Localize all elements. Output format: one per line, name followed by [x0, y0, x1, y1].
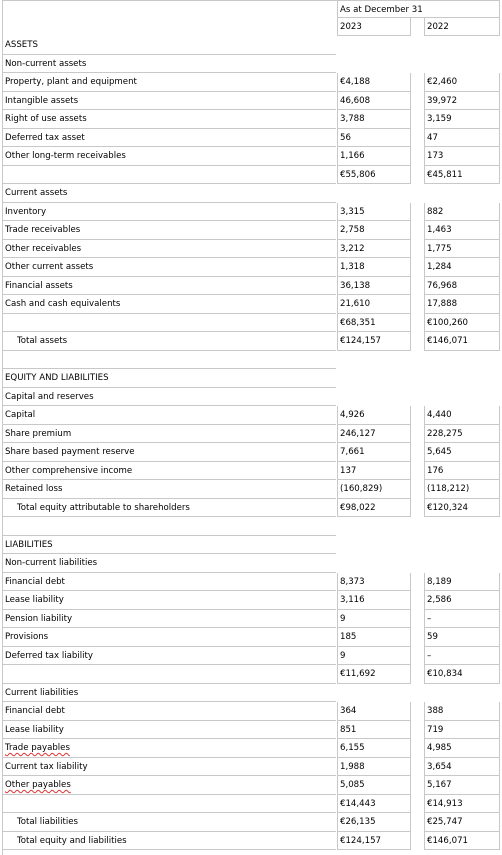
value-2023 — [337, 55, 411, 74]
table-row — [0, 147, 502, 166]
row-label: Trade receivables — [2, 221, 336, 240]
value-2022: €10,834 — [424, 665, 500, 684]
value-2023: 4,926 — [337, 406, 411, 425]
value-2023 — [337, 536, 411, 555]
value-2023: 3,116 — [337, 591, 411, 610]
table-row — [0, 295, 502, 314]
value-2022: 17,888 — [424, 295, 500, 314]
row-label: Financial assets — [2, 277, 336, 296]
table-row — [0, 36, 502, 55]
row-label — [2, 166, 336, 185]
value-2023: 3,788 — [337, 110, 411, 129]
value-2022: – — [424, 647, 500, 666]
value-2023: €11,692 — [337, 665, 411, 684]
table-row — [0, 462, 502, 481]
value-2023: 246,127 — [337, 425, 411, 444]
row-label: Other current assets — [2, 258, 336, 277]
table-row — [0, 369, 502, 388]
table-row — [0, 332, 502, 351]
value-2022: – — [424, 610, 500, 629]
value-2022 — [424, 55, 500, 74]
row-label-text: Trade payables — [5, 743, 70, 753]
value-2023: €68,351 — [337, 314, 411, 333]
value-2022 — [424, 517, 500, 536]
row-label — [2, 795, 336, 814]
row-label: Total equity and liabilities — [2, 832, 336, 851]
value-2023: 21,610 — [337, 295, 411, 314]
row-label: Share premium — [2, 425, 336, 444]
table-row — [0, 314, 502, 333]
value-2023 — [337, 351, 411, 370]
value-2022: 5,645 — [424, 443, 500, 462]
row-label: Deferred tax liability — [2, 647, 336, 666]
table-row — [0, 388, 502, 407]
table-row — [0, 610, 502, 629]
row-label — [2, 665, 336, 684]
header-blank-cell — [2, 18, 337, 36]
row-label-text: Other payables — [5, 780, 71, 790]
table-row — [0, 684, 502, 703]
value-2022: €146,071 — [424, 332, 500, 351]
row-label: Current liabilities — [2, 684, 336, 703]
value-2022 — [424, 36, 500, 55]
value-2023: 185 — [337, 628, 411, 647]
value-2023: €55,806 — [337, 166, 411, 185]
value-2023 — [337, 684, 411, 703]
value-2023 — [337, 36, 411, 55]
row-label: Capital — [2, 406, 336, 425]
table-row — [0, 776, 502, 795]
row-label: Right of use assets — [2, 110, 336, 129]
value-2022: €146,071 — [424, 832, 500, 851]
table-row — [0, 499, 502, 518]
value-2023: 3,315 — [337, 203, 411, 222]
table-row — [0, 258, 502, 277]
table-row — [0, 443, 502, 462]
value-2022: 76,968 — [424, 277, 500, 296]
row-label: Other long-term receivables — [2, 147, 336, 166]
table-row — [0, 92, 502, 111]
row-label — [2, 314, 336, 333]
value-2022: 8,189 — [424, 573, 500, 592]
row-label: Property, plant and equipment — [2, 73, 336, 92]
value-2022: (118,212) — [424, 480, 500, 499]
row-label: Financial debt — [2, 702, 336, 721]
value-2022: 5,167 — [424, 776, 500, 795]
value-2022: 1,284 — [424, 258, 500, 277]
value-2023 — [337, 388, 411, 407]
row-label — [2, 351, 336, 370]
value-2022: 228,275 — [424, 425, 500, 444]
value-2022: 173 — [424, 147, 500, 166]
table-row — [0, 129, 502, 148]
value-2022: 59 — [424, 628, 500, 647]
header-period-row — [0, 0, 502, 18]
table-row — [0, 55, 502, 74]
value-2023: 56 — [337, 129, 411, 148]
value-2023: €26,135 — [337, 813, 411, 832]
value-2022: 1,463 — [424, 221, 500, 240]
row-label: Lease liability — [2, 591, 336, 610]
value-2022 — [424, 184, 500, 203]
value-2022 — [424, 684, 500, 703]
row-label: Current assets — [2, 184, 336, 203]
table-row — [0, 517, 502, 536]
table-row — [0, 647, 502, 666]
row-label — [2, 739, 336, 758]
value-2023: 36,138 — [337, 277, 411, 296]
table-row — [0, 351, 502, 370]
row-label — [2, 517, 336, 536]
value-2023 — [337, 554, 411, 573]
table-row — [0, 221, 502, 240]
table-row — [0, 702, 502, 721]
table-row — [0, 73, 502, 92]
table-row — [0, 591, 502, 610]
table-row — [0, 795, 502, 814]
table-row — [0, 813, 502, 832]
table-row — [0, 203, 502, 222]
header-blank-cell — [2, 0, 337, 18]
row-label: Intangible assets — [2, 92, 336, 111]
table-row — [0, 573, 502, 592]
table-row — [0, 665, 502, 684]
value-2022: 3,654 — [424, 758, 500, 777]
value-2022: €100,260 — [424, 314, 500, 333]
value-2022: 3,159 — [424, 110, 500, 129]
table-row — [0, 628, 502, 647]
value-2023: 2,758 — [337, 221, 411, 240]
header-year-row — [0, 18, 502, 36]
value-2022: €2,460 — [424, 73, 500, 92]
value-2022: 4,985 — [424, 739, 500, 758]
table-body — [0, 36, 502, 850]
year-2022-header: 2022 — [424, 18, 500, 36]
row-label: Financial debt — [2, 573, 336, 592]
value-2023: 46,608 — [337, 92, 411, 111]
row-label: Capital and reserves — [2, 388, 336, 407]
table-row — [0, 110, 502, 129]
row-label: Inventory — [2, 203, 336, 222]
row-label: EQUITY AND LIABILITIES — [2, 369, 336, 388]
value-2022: 882 — [424, 203, 500, 222]
value-2022: 719 — [424, 721, 500, 740]
table-row — [0, 166, 502, 185]
value-2022: 388 — [424, 702, 500, 721]
value-2022: €25,747 — [424, 813, 500, 832]
value-2022 — [424, 536, 500, 555]
value-2023: 9 — [337, 610, 411, 629]
row-label: Other comprehensive income — [2, 462, 336, 481]
value-2022: €14,913 — [424, 795, 500, 814]
value-2023: 7,661 — [337, 443, 411, 462]
value-2023: 5,085 — [337, 776, 411, 795]
row-label: ASSETS — [2, 36, 336, 55]
value-2022: 47 — [424, 129, 500, 148]
table-row — [0, 425, 502, 444]
row-label: Total equity attributable to shareholders — [2, 499, 336, 518]
row-label — [2, 776, 336, 795]
row-label: Non-current liabilities — [2, 554, 336, 573]
table-row — [0, 832, 502, 851]
row-label: Share based payment reserve — [2, 443, 336, 462]
value-2023: 8,373 — [337, 573, 411, 592]
value-2023: €14,443 — [337, 795, 411, 814]
table-row — [0, 240, 502, 259]
value-2023: (160,829) — [337, 480, 411, 499]
value-2023: €124,157 — [337, 832, 411, 851]
table-row — [0, 184, 502, 203]
value-2023: €98,022 — [337, 499, 411, 518]
table-row — [0, 554, 502, 573]
value-2023: 1,318 — [337, 258, 411, 277]
row-label: LIABILITIES — [2, 536, 336, 555]
value-2022: 1,775 — [424, 240, 500, 259]
table-row — [0, 758, 502, 777]
table-row — [0, 406, 502, 425]
table-row — [0, 739, 502, 758]
row-label: Deferred tax asset — [2, 129, 336, 148]
row-label: Provisions — [2, 628, 336, 647]
period-header: As at December 31 — [337, 0, 500, 18]
value-2023: 6,155 — [337, 739, 411, 758]
value-2022 — [424, 351, 500, 370]
value-2023: 364 — [337, 702, 411, 721]
value-2023: 1,988 — [337, 758, 411, 777]
value-2022: 2,586 — [424, 591, 500, 610]
value-2023: 851 — [337, 721, 411, 740]
value-2022: 39,972 — [424, 92, 500, 111]
value-2023 — [337, 184, 411, 203]
row-label: Other receivables — [2, 240, 336, 259]
value-2022: €45,811 — [424, 166, 500, 185]
value-2022: 176 — [424, 462, 500, 481]
table-row — [0, 536, 502, 555]
row-label: Lease liability — [2, 721, 336, 740]
value-2023: €124,157 — [337, 332, 411, 351]
value-2023: €4,188 — [337, 73, 411, 92]
value-2022: 4,440 — [424, 406, 500, 425]
value-2022 — [424, 554, 500, 573]
row-label: Non-current assets — [2, 55, 336, 74]
value-2023: 1,166 — [337, 147, 411, 166]
table-row — [0, 277, 502, 296]
value-2022 — [424, 369, 500, 388]
row-label: Pension liability — [2, 610, 336, 629]
row-label: Retained loss — [2, 480, 336, 499]
value-2023 — [337, 369, 411, 388]
year-2023-header: 2023 — [337, 18, 411, 36]
row-label: Total liabilities — [2, 813, 336, 832]
row-label: Current tax liability — [2, 758, 336, 777]
table-row — [0, 721, 502, 740]
row-label: Cash and cash equivalents — [2, 295, 336, 314]
value-2023: 3,212 — [337, 240, 411, 259]
value-2023 — [337, 517, 411, 536]
row-label: Total assets — [2, 332, 336, 351]
value-2022 — [424, 388, 500, 407]
table-row — [0, 480, 502, 499]
value-2023: 9 — [337, 647, 411, 666]
value-2023: 137 — [337, 462, 411, 481]
value-2022: €120,324 — [424, 499, 500, 518]
